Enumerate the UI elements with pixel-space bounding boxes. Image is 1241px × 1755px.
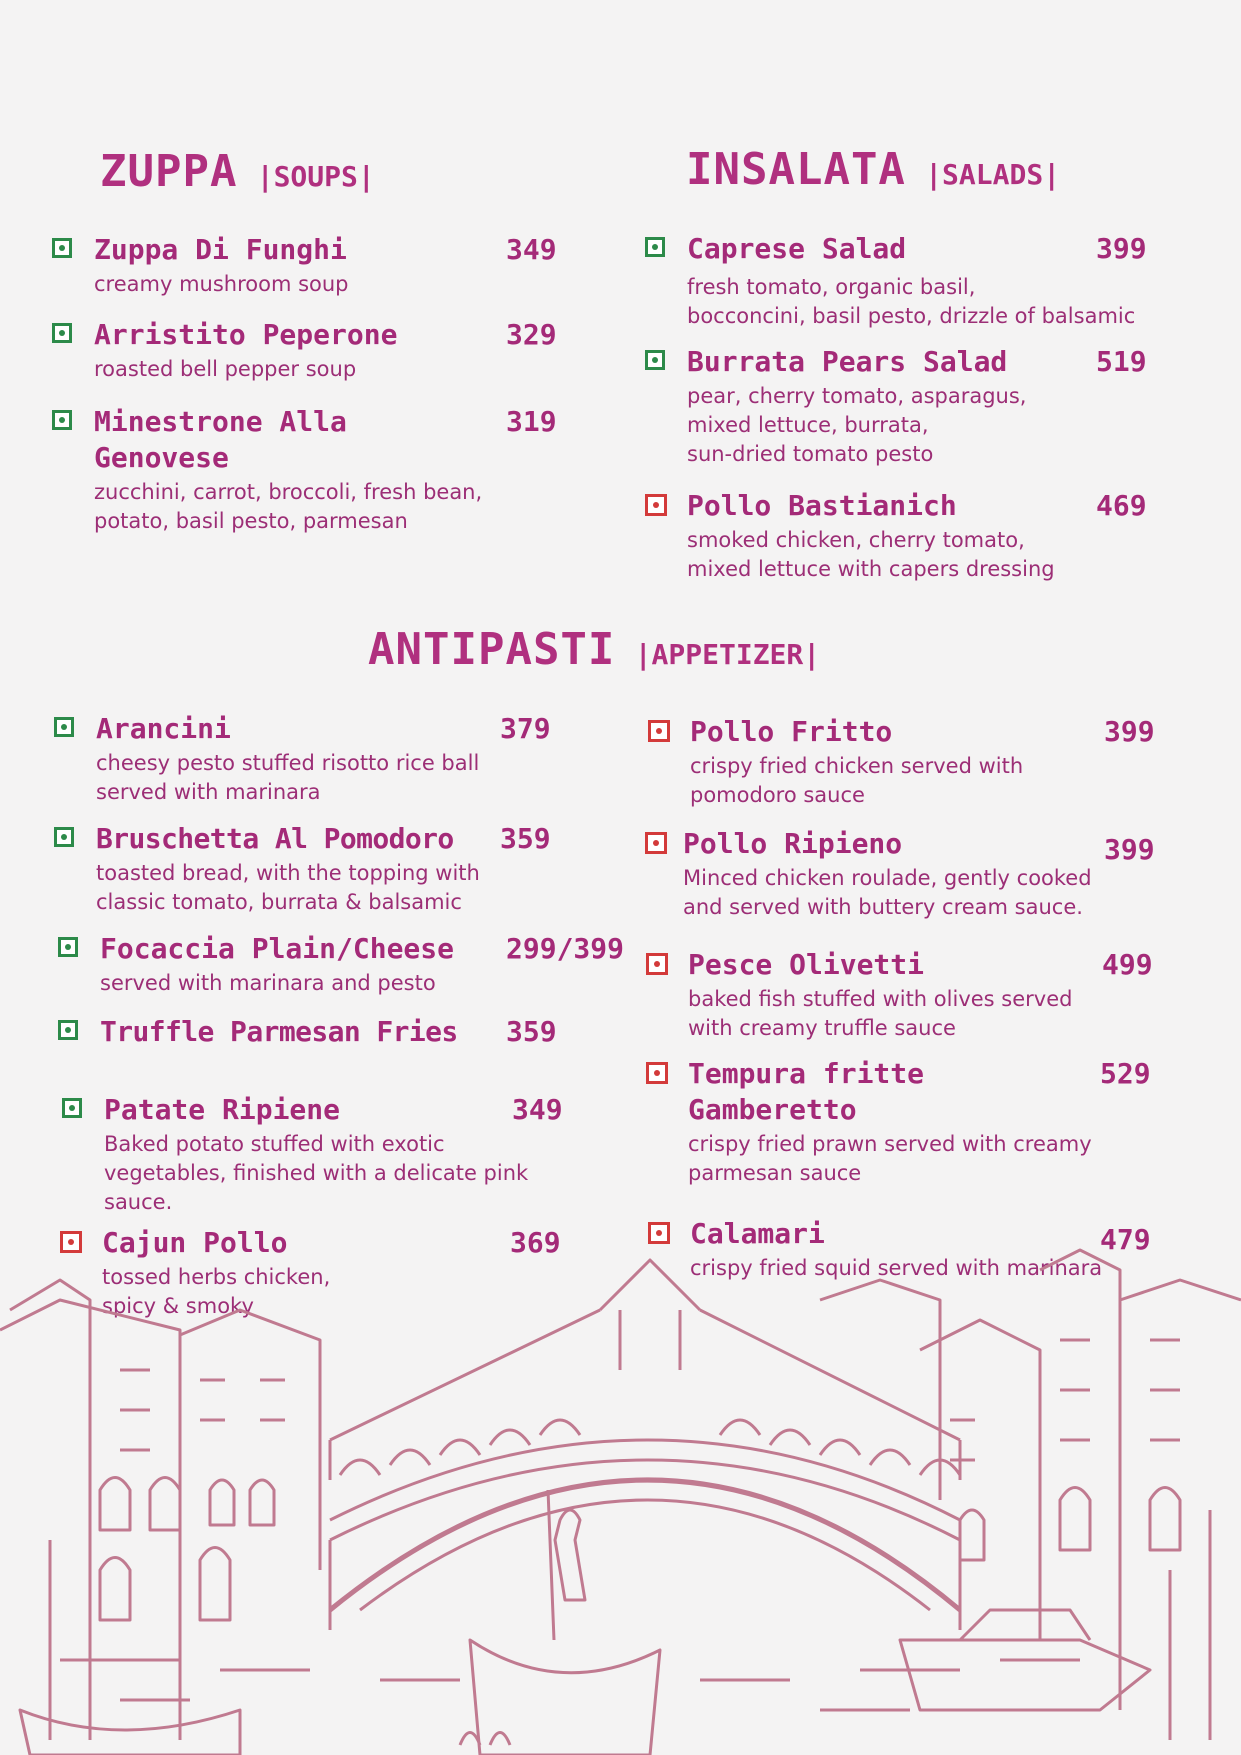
menu-item: [645, 490, 1205, 584]
item-description: zucchini, carrot, broccoli, fresh bean, potato, basil pesto, parmesan: [94, 480, 483, 533]
menu-item: [648, 716, 1208, 810]
item-price: 359: [506, 1015, 557, 1048]
item-description: crispy fried chicken served with pomodoro sauce: [690, 754, 1024, 807]
item-price: 399: [1104, 833, 1155, 866]
soups-title: ZUPPA: [100, 146, 238, 197]
item-name: Zuppa Di Funghi: [94, 233, 347, 266]
veg-icon: [645, 350, 665, 370]
menu-item: [645, 828, 1215, 922]
non-veg-icon: [645, 832, 667, 854]
appetizers-title: ANTIPASTI: [368, 624, 616, 675]
item-price: 399: [1096, 232, 1147, 265]
appetizers-subtitle: |APPETIZER|: [634, 638, 821, 671]
item-name: Minestrone Alla: [94, 405, 347, 438]
menu-item: [646, 1058, 1216, 1188]
item-name: Tempura fritte: [688, 1057, 925, 1090]
menu-item: [645, 346, 1205, 469]
item-name: Pesce Olivetti: [688, 948, 925, 981]
item-name: Truffle Parmesan Fries: [100, 1015, 458, 1048]
item-description: baked fish stuffed with olives served with creamy truffle sauce: [688, 987, 1073, 1040]
item-description: Baked potato stuffed with exotic vegetables, finished with a delicate pink sauce.: [104, 1132, 529, 1214]
veg-icon: [52, 323, 72, 343]
item-price: 349: [512, 1093, 563, 1126]
menu-item: [645, 233, 1205, 331]
item-name: Calamari: [690, 1217, 825, 1250]
item-price: 529: [1100, 1057, 1151, 1090]
soups-subtitle: |SOUPS|: [256, 160, 375, 193]
item-price: 369: [510, 1226, 561, 1259]
item-description: Minced chicken roulade, gently cooked and served with buttery cream sauce.: [683, 866, 1092, 919]
veg-icon: [54, 717, 74, 737]
menu-item: [62, 1094, 622, 1217]
item-name: Patate Ripiene: [104, 1093, 341, 1126]
menu-item: [54, 823, 614, 917]
item-description: cheesy pesto stuffed risotto rice ball served with marinara: [96, 751, 480, 804]
item-price: 479: [1100, 1223, 1151, 1256]
menu-item: [58, 1016, 618, 1048]
salads-subtitle: |SALADS|: [925, 158, 1061, 191]
veg-icon: [52, 238, 72, 258]
item-price: 469: [1096, 489, 1147, 522]
item-description: tossed herbs chicken, spicy & smoky: [102, 1265, 331, 1318]
item-name-line2: Genovese: [94, 441, 229, 474]
venice-rialto-sketch-illustration: [0, 1240, 1241, 1755]
non-veg-icon: [646, 953, 668, 975]
menu-item: [52, 406, 572, 536]
appetizers-heading: [368, 624, 820, 675]
item-name: Burrata Pears Salad: [687, 345, 1008, 378]
soups-heading: [100, 146, 375, 197]
item-name: Bruschetta Al Pomodoro: [96, 822, 454, 855]
item-description: crispy fried squid served with marinara: [690, 1256, 1103, 1280]
menu-item: [54, 713, 614, 807]
menu-item: [52, 319, 572, 384]
item-description: smoked chicken, cherry tomato, mixed lettuce with capers dressing: [687, 528, 1055, 581]
item-name: Arancini: [96, 712, 231, 745]
item-name: Pollo Ripieno: [683, 827, 903, 860]
item-price: 329: [506, 318, 557, 351]
veg-icon: [645, 237, 665, 257]
menu-item: [58, 933, 638, 998]
item-name: Caprese Salad: [687, 232, 907, 265]
menu-item: [646, 949, 1216, 1043]
menu-item: [52, 234, 572, 299]
item-name: Focaccia Plain/Cheese: [100, 932, 455, 965]
item-description: toasted bread, with the topping with classic tomato, burrata & balsamic: [96, 861, 480, 914]
non-veg-icon: [646, 1062, 668, 1084]
item-description: pear, cherry tomato, asparagus, mixed lettuce, burrata, sun-dried tomato pesto: [687, 384, 1027, 466]
item-name: Pollo Fritto: [690, 715, 893, 748]
item-name: Pollo Bastianich: [687, 489, 957, 522]
item-name: Cajun Pollo: [102, 1226, 288, 1259]
non-veg-icon: [648, 720, 670, 742]
item-price: 379: [500, 712, 551, 745]
item-description: served with marinara and pesto: [100, 971, 436, 995]
item-price: 359: [500, 822, 551, 855]
item-price: 399: [1104, 715, 1155, 748]
item-description: fresh tomato, organic basil, bocconcini, basil pesto, drizzle of balsamic: [687, 275, 1136, 328]
item-description: crispy fried prawn served with creamy parmesan sauce: [688, 1132, 1092, 1185]
veg-icon: [54, 827, 74, 847]
item-price: 319: [506, 405, 557, 438]
non-veg-icon: [645, 494, 667, 516]
item-description: roasted bell pepper soup: [94, 357, 357, 381]
veg-icon: [62, 1098, 82, 1118]
veg-icon: [52, 410, 72, 430]
veg-icon: [58, 937, 78, 957]
item-price: 349: [506, 233, 557, 266]
item-name-line2: Gamberetto: [688, 1093, 857, 1126]
item-price: 299/399: [506, 932, 625, 965]
veg-icon: [58, 1020, 78, 1040]
item-price: 519: [1096, 345, 1147, 378]
item-name: Arristito Peperone: [94, 318, 398, 351]
item-price: 499: [1102, 948, 1153, 981]
salads-heading: [686, 144, 1060, 195]
salads-title: INSALATA: [686, 144, 906, 195]
item-description: creamy mushroom soup: [94, 272, 349, 296]
